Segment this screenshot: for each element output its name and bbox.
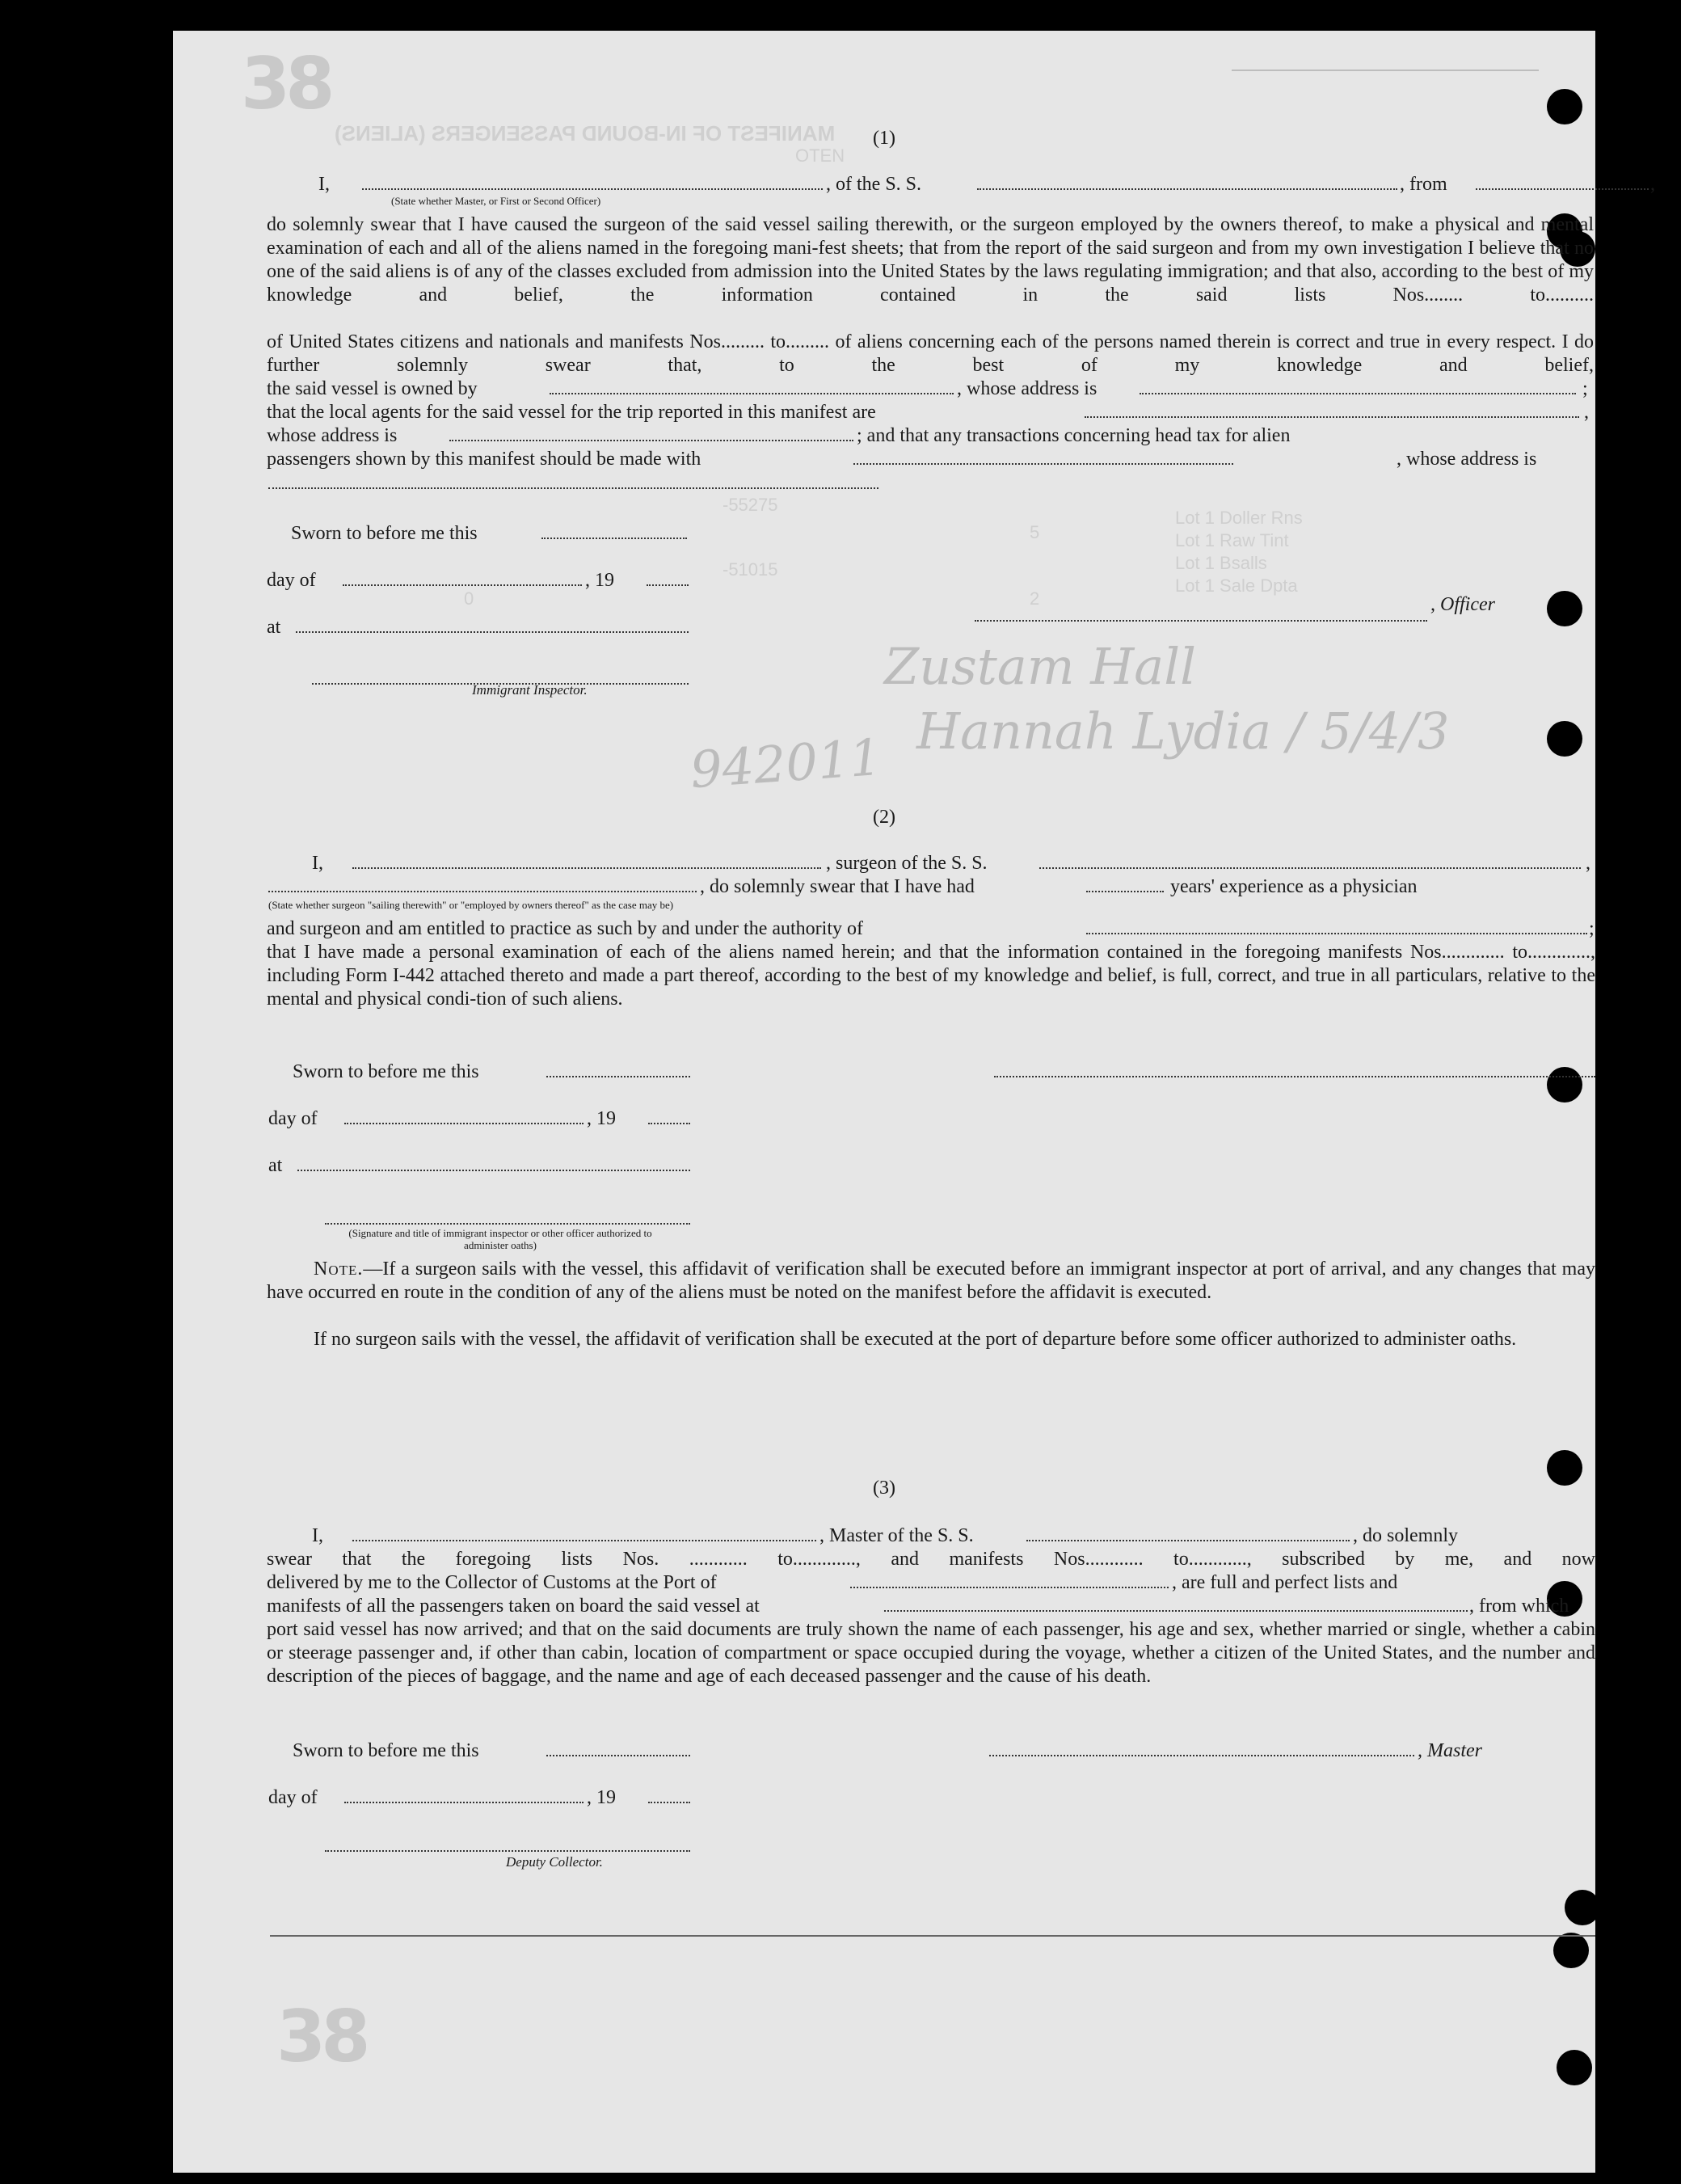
- section-number: (2): [873, 807, 895, 828]
- month-field[interactable]: [344, 1122, 584, 1124]
- text: , from which: [1469, 1596, 1569, 1617]
- sworn-date-field[interactable]: [541, 537, 687, 539]
- text: ,: [1650, 174, 1655, 195]
- page-stamp-bottom: 38: [276, 1995, 366, 2078]
- bleed-column: 5: [1030, 522, 1040, 542]
- at-label: at: [268, 1155, 283, 1176]
- text: , whose address is: [957, 378, 1097, 399]
- oath-paragraph: swear that the foregoing lists Nos. ............ to............., and manifests Nos............ to............, subscribed by me, and now: [267, 1549, 1595, 1570]
- master-name-field[interactable]: [352, 1539, 816, 1541]
- text: passengers shown by this manifest should be made with: [267, 449, 701, 470]
- years-field[interactable]: [1086, 890, 1164, 892]
- punch-hole: [1547, 591, 1582, 626]
- bleed-signature: Hannah Lydia / 5/4/3: [916, 702, 1450, 761]
- year-label: , 19: [587, 1108, 616, 1129]
- text: , of the S. S.: [826, 174, 922, 195]
- note-paragraph: If no surgeon sails with the vessel, the affidavit of verification shall be executed at the port of departure before some officer authorized to administer oaths.: [314, 1329, 1517, 1350]
- text: , Master of the S. S.: [819, 1525, 974, 1546]
- year-label: , 19: [585, 570, 614, 591]
- text: , are full and perfect lists and: [1172, 1572, 1398, 1593]
- collector-caption: Deputy Collector.: [506, 1854, 603, 1870]
- top-margin-rule: [1232, 70, 1539, 71]
- agents-address-field[interactable]: [449, 439, 853, 441]
- head-tax-agent-field[interactable]: [853, 462, 1233, 465]
- location-field[interactable]: [297, 1169, 690, 1171]
- punch-hole: [1547, 1067, 1582, 1103]
- text: , from: [1400, 174, 1447, 195]
- vessel-field[interactable]: [1026, 1539, 1350, 1541]
- day-of-label: day of: [268, 1787, 318, 1808]
- bleed-row: Lot 1 Bsalls: [1175, 553, 1267, 573]
- text: , surgeon of the S. S.: [826, 853, 988, 874]
- text: I,: [312, 1525, 323, 1546]
- year-field[interactable]: [648, 1122, 690, 1124]
- punch-hole: [1557, 2050, 1592, 2085]
- bleed-signature: Zustam Hall: [884, 637, 1196, 696]
- text: and surgeon and am entitled to practice as such by and under the authority of: [267, 918, 863, 939]
- oath-paragraph: that I have made a personal examination of each of the aliens named herein; and that the information contained in the foregoing manifests Nos............. to............., including Form I-442 attached thereto and made a part thereof, according to the best of my knowledge and belief, is full, correct, and true in all particulars, relative to the mental and physical condi-tion of such aliens.: [267, 942, 1595, 1010]
- master-signature-field[interactable]: [989, 1754, 1414, 1756]
- text: ,: [1584, 402, 1589, 423]
- text: , whose address is: [1397, 449, 1537, 470]
- month-field[interactable]: [344, 1801, 584, 1803]
- port-field[interactable]: [850, 1586, 1169, 1588]
- officer-label: , Officer: [1430, 594, 1495, 615]
- name-field[interactable]: [362, 188, 823, 190]
- inspector-signature-field[interactable]: [325, 1222, 690, 1225]
- authority-field[interactable]: [1086, 932, 1587, 934]
- bleed-row: Lot 1 Raw Tint: [1175, 530, 1289, 550]
- text: that the local agents for the said vessel for the trip reported in this manifest are: [267, 402, 876, 423]
- section-number: (1): [873, 128, 895, 149]
- text: manifests of all the passengers taken on board the said vessel at: [267, 1596, 760, 1617]
- oath-paragraph: of United States citizens and nationals and manifests Nos......... to......... of aliens concerning each of the persons named therein is correct and true in every respect. I do further solemnly swear that, to the best of my knowledge and belief,: [267, 331, 1594, 376]
- oath-paragraph: do solemnly swear that I have caused the surgeon of the said vessel sailing therewith, or the surgeon employed by the owners thereof, to make a physical and mental examination of each and all of the aliens named in the foregoing mani-fest sheets; that from the report of the said surgeon and from my own investigation I believe that no one of the said aliens is of any of the classes excluded from admission into the United States by the laws regulating immigration; and that also, according to the best of my knowledge and belief, the information contained in the said lists Nos........ to..........: [267, 214, 1594, 306]
- bleed-figure: -55275: [723, 495, 778, 515]
- bleed-row: Lot 1 Sale Dpta: [1175, 576, 1298, 596]
- sworn-label: Sworn to before me this: [291, 523, 478, 544]
- bleed-header-title: MANIFEST OF IN-BOUND PASSENGERS (ALIENS): [335, 121, 836, 145]
- note-text: —If a surgeon sails with the vessel, this affidavit of verification shall be executed before an immigrant inspector at port of arrival, and any changes that may have occurred en route in the condition of any of the aliens must be noted on the manifest before the affidavit is executed.: [267, 1259, 1595, 1303]
- vessel-field[interactable]: [1039, 866, 1581, 869]
- day-of-label: day of: [267, 570, 316, 591]
- punch-hole: [1547, 89, 1582, 124]
- surgeon-status-field[interactable]: [268, 890, 697, 892]
- text: , do solemnly: [1353, 1525, 1458, 1546]
- punch-hole: [1565, 1890, 1600, 1925]
- text: , do solemnly swear that I have had: [700, 876, 975, 897]
- text: years' experience as a physician: [1170, 876, 1418, 897]
- page-stamp-top: 38: [241, 42, 331, 125]
- text: the said vessel is owned by: [267, 378, 478, 399]
- departure-port-field[interactable]: [884, 1609, 1468, 1612]
- text: whose address is: [267, 425, 398, 446]
- month-field[interactable]: [343, 584, 582, 586]
- vessel-field[interactable]: [977, 188, 1397, 190]
- officer-caption: (State whether Master, or First or Second Officer): [391, 195, 601, 207]
- inspector-caption: (Signature and title of immigrant inspector or other officer authorized to administer oaths): [348, 1227, 652, 1251]
- year-field[interactable]: [648, 1801, 690, 1803]
- section-number: (3): [873, 1478, 895, 1499]
- owner-address-field[interactable]: [1140, 392, 1576, 394]
- bleed-signature: 942011: [688, 727, 883, 800]
- text: ;: [1589, 918, 1595, 939]
- punch-hole: [1553, 1933, 1589, 1968]
- bleed-figure: -51015: [723, 559, 778, 580]
- inspector-caption: Immigrant Inspector.: [472, 682, 588, 698]
- text: delivered by me to the Collector of Customs at the Port of: [267, 1572, 717, 1593]
- bottom-rule: [270, 1935, 1595, 1937]
- document-page: [173, 31, 1655, 2173]
- day-of-label: day of: [268, 1108, 318, 1129]
- owner-field[interactable]: [550, 392, 954, 394]
- surgeon-caption: (State whether surgeon "sailing therewith" or "employed by owners thereof" as the case may be): [268, 899, 674, 911]
- text: ,: [1586, 853, 1590, 874]
- bleed-column: 2: [1030, 588, 1040, 609]
- note-label: Note.: [314, 1259, 364, 1280]
- officer-signature-field[interactable]: [975, 619, 1427, 622]
- text: I,: [318, 174, 330, 195]
- text: ; and that any transactions concerning head tax for alien: [857, 425, 1291, 446]
- bleed-row: Lot 1 Doller Rns: [1175, 508, 1303, 528]
- origin-field[interactable]: [1476, 188, 1649, 190]
- sworn-label: Sworn to before me this: [293, 1740, 479, 1761]
- master-label: , Master: [1418, 1740, 1482, 1761]
- surgeon-signature-field[interactable]: [994, 1075, 1595, 1077]
- sworn-date-field[interactable]: [546, 1075, 690, 1077]
- oath-paragraph: port said vessel has now arrived; and that on the said documents are truly shown the name of each passenger, his age and sex, whether married or single, whether a cabin or steerage passenger and, if other than cabin, location of compartment or space occupied during the voyage, whether a citizen of the United States, and the number and description of the pieces of baggage, and the name and age of each deceased passenger and the cause of his death.: [267, 1619, 1595, 1687]
- punch-hole: [1547, 721, 1582, 757]
- at-label: at: [267, 617, 281, 638]
- head-tax-address-field[interactable]: [268, 487, 878, 489]
- note-paragraph: [267, 1258, 1595, 1305]
- text: I,: [312, 853, 323, 874]
- bleed-header-sub: OTEN: [795, 145, 845, 166]
- bleed-column: 0: [464, 588, 474, 609]
- surgeon-name-field[interactable]: [352, 866, 821, 869]
- sworn-date-field[interactable]: [546, 1754, 690, 1756]
- agents-field[interactable]: [1085, 415, 1579, 418]
- location-field[interactable]: [296, 630, 689, 633]
- year-label: , 19: [587, 1787, 616, 1808]
- collector-signature-field[interactable]: [325, 1849, 690, 1852]
- text: ;: [1582, 378, 1588, 399]
- sworn-label: Sworn to before me this: [293, 1061, 479, 1082]
- year-field[interactable]: [647, 584, 689, 586]
